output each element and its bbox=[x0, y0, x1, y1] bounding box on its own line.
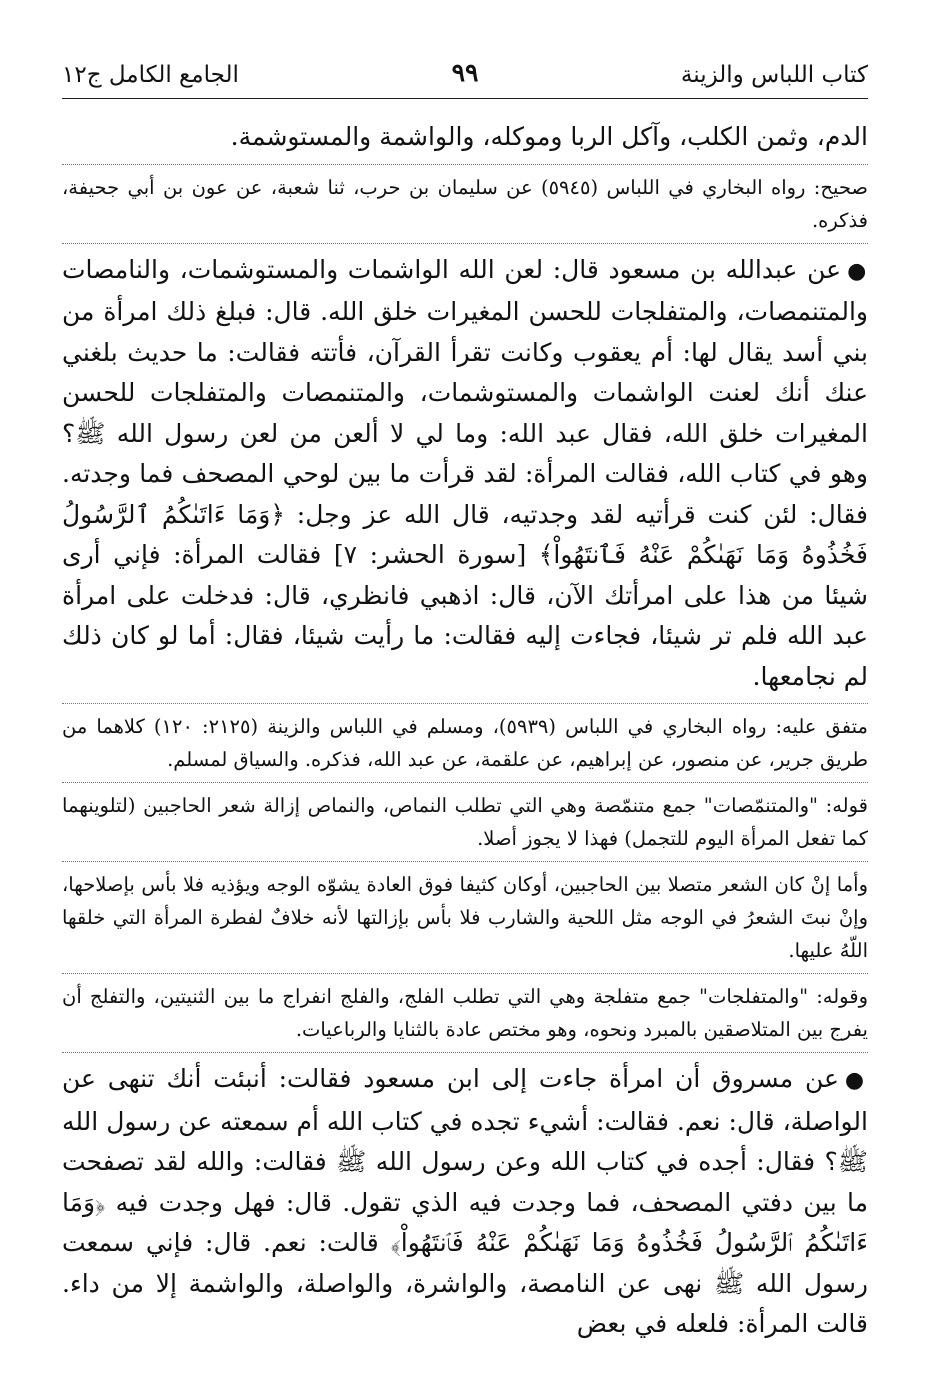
commentary-note-3: وقوله: "والمتفلجات" جمع متفلجة وهي التي تطلب الفلج، والفلج انفراج ما بين الثنيتين، والتفلج أن يفرج بين المتلاصقين بالمبرد ونحوه، وهو مختص عادة بالثنايا والرباعيات. bbox=[62, 985, 868, 1041]
dotted-separator bbox=[62, 164, 868, 165]
takhrij-note-1: صحيح: رواه البخاري في اللباس (٥٩٤٥) عن سليمان بن حرب، ثنا شعبة، عن عون بن أبي جحيفة، فذكره. bbox=[62, 175, 868, 232]
dotted-separator bbox=[62, 973, 868, 974]
hadith-text-2: عن مسروق أن امرأة جاءت إلى ابن مسعود فقالت: أنبئت أنك تنهى عن الواصلة، قال: نعم. فقالت: أشيء تجده في كتاب الله أم سمعته عن رسول الله ﷺ؟ فقال: أجده في كتاب الله وعن رسول الله ﷺ فقالت: والله لقد تصفحت ما بين دفتي المصحف، فما وجدت فيه الذي تقول. قال: فهل وجدت فيه ﴿وَمَا ءَاتَىٰكُمُ ٱلرَّسُولُ فَخُذُوهُ وَمَا نَهَىٰكُمْ عَنْهُ فَٱنتَهُواْ﴾ قالت: نعم. قال: فإني سمعت رسول الله ﷺ نهى عن النامصة، والواشرة، والواصلة، والواشمة إلا من داء. قالت المرأة: فلعله في بعض bbox=[62, 1064, 868, 1338]
takhrij-note-2: متفق عليه: رواه البخاري في اللباس (٥٩٣٩)، ومسلم في اللباس والزينة (٢١٢٥: ١٢٠) كلاهما من طريق جرير، عن منصور، عن إبراهيم، عن علقمة، عن عبد الله، فذكره. والسياق لمسلم. bbox=[62, 715, 868, 771]
bullet-icon: ● bbox=[847, 258, 868, 284]
header-volume-title: الجامع الكامل ج١٢ bbox=[62, 62, 239, 88]
dotted-separator bbox=[62, 703, 868, 704]
hadith-text-1: عن عبدالله بن مسعود قال: لعن الله الواشمات والمستوشمات، والنامصات والمتنمصات، والمتفلجات للحسن المغيرات خلق الله. قال: فبلغ ذلك امرأة من بني أسد يقال لها: أم يعقوب وكانت تقرأ القرآن، فأتته فقالت: ما حديث بلغني عنك أنك لعنت الواشمات والمستوشمات، والمتنمصات والمتفلجات للحسن المغيرات خلق الله، فقال عبد الله: وما لي لا ألعن من لعن رسول الله ﷺ؟ وهو في كتاب الله، فقالت المرأة: لقد قرأت ما بين لوحي المصحف فما وجدته. فقال: لئن كنت قرأتيه لقد وجدتيه، قال الله عز وجل: ﴿وَمَا ءَاتَىٰكُمُ ٱلرَّسُولُ فَخُذُوهُ وَمَا نَهَىٰكُمْ عَنْهُ فَٱنتَهُواْ﴾ [سورة الحشر: ٧] فقالت المرأة: فإني أرى شيئا من هذا على امرأتك الآن، قال: اذهبي فانظري، قال: فدخلت على امرأة عبد الله فلم تر شيئا، فجاءت إليه فقالت: ما رأيت شيئا، فقال: أما لو كان ذلك لم نجامعها. bbox=[62, 254, 868, 691]
header-rule bbox=[62, 98, 868, 99]
dotted-separator bbox=[62, 782, 868, 783]
paragraph-1: الدم، وثمن الكلب، وآكل الربا وموكله، والواشمة والمستوشمة. bbox=[230, 122, 868, 151]
commentary-note-1: قوله: "والمتنمّصات" جمع متنمّصة وهي التي تطلب النماص، والنماص إزالة شعر الحاجبين (لتلوينهما كما تفعل المرأة اليوم للتجمل) فهذا لا يجوز أصلا. bbox=[62, 794, 868, 850]
hadith-paragraph-2 bbox=[62, 1059, 868, 1345]
page-number: ٩٩ bbox=[451, 58, 479, 87]
page-header bbox=[62, 48, 868, 92]
dotted-separator bbox=[62, 1052, 868, 1053]
dotted-separator bbox=[62, 243, 868, 244]
dotted-separator bbox=[62, 861, 868, 862]
bullet-icon: ● bbox=[844, 1068, 868, 1093]
hadith-paragraph-1 bbox=[62, 250, 868, 698]
header-book-title: كتاب اللباس والزينة bbox=[680, 62, 868, 88]
commentary-note-2: وأما إنْ كان الشعر متصلا بين الحاجبين، أوكان كثيفا فوق العادة يشوّه الوجه ويؤذيه فلا بأس بإصلاحها، وإنْ نبتَ الشعرُ في الوجه مثل اللحية والشارب فلا بأس بإزالتها لأنه خلافٌ لفطرة المرأة التي خلقها اللّهُ عليها. bbox=[62, 873, 868, 962]
